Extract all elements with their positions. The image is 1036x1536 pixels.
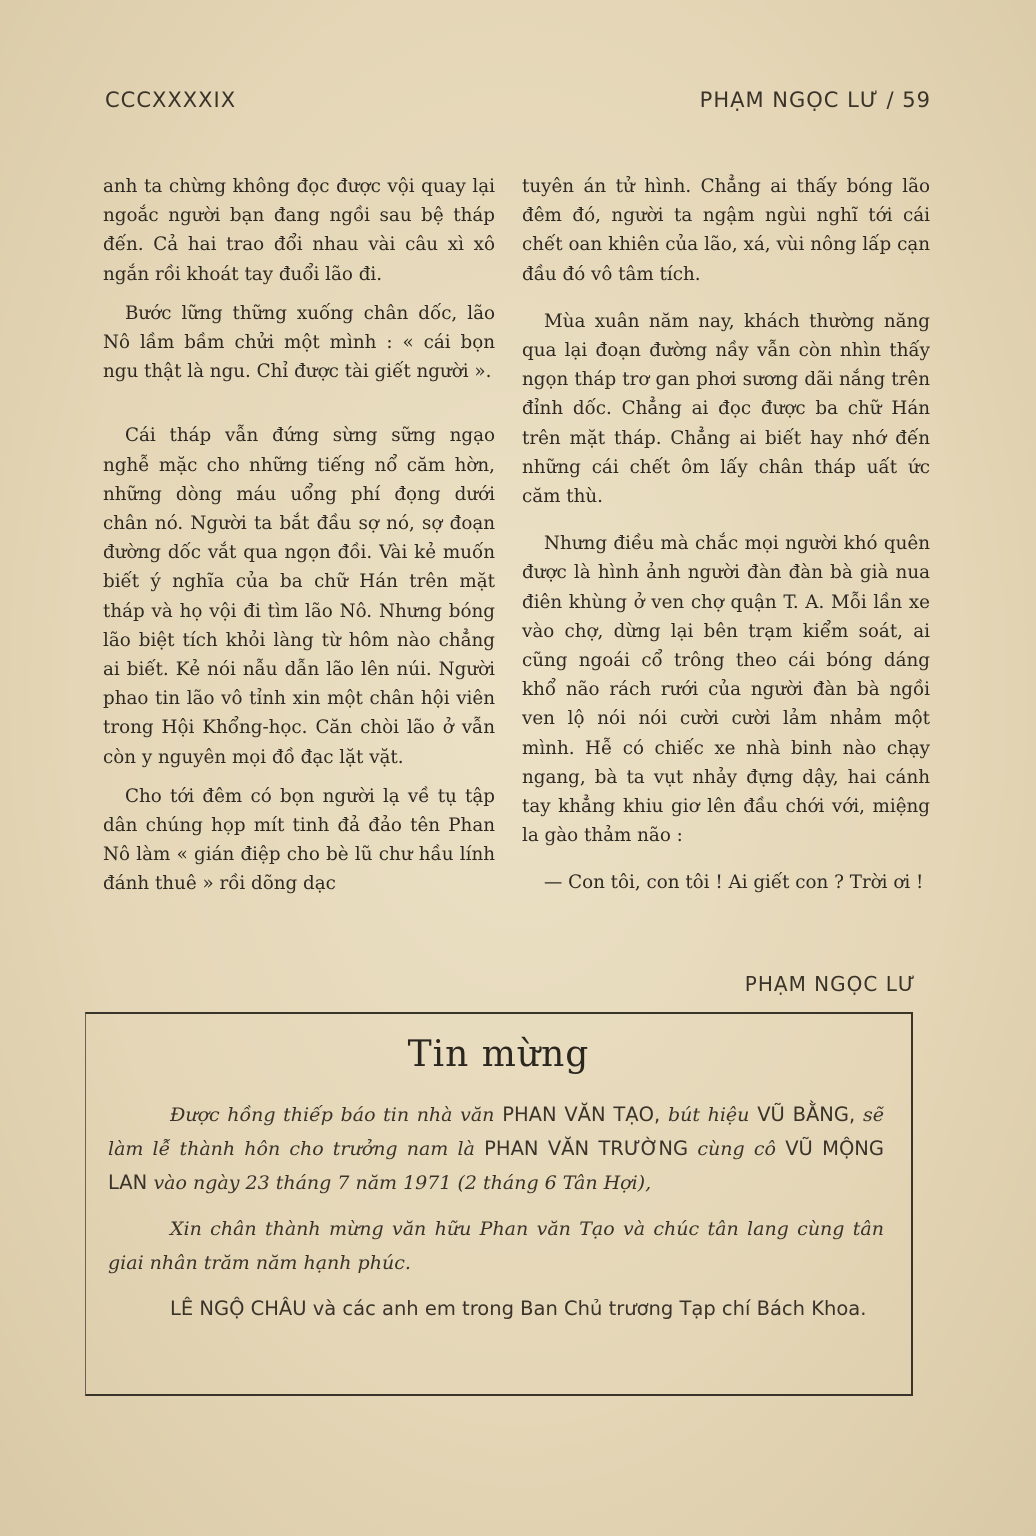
paragraph: Cái tháp vẫn đứng sừng sững ngạo nghễ mặc cho những tiếng nổ căm hờn, những dòng máu uổng phí đọng dưới chân nó. Người ta bắt đầu sợ nó, sợ đoạn đường dốc vắt qua ngọn đồi. Vài kẻ muốn biết ý nghĩa của ba chữ Hán trên mặt tháp và họ vội đi tìm lão Nô. Nhưng bóng lão biệt tích khỏi làng từ hôm nào chẳng ai biết. Kẻ nói nẫu dẫn lão lên núi. Người phao tin lão vô tỉnh xin một chân hội viên trong Hội Khổng-học. Căn chòi lão ở vẫn còn y nguyên mọi đồ đạc lặt vặt. — [103, 425, 495, 768]
author-signature: PHẠM NGỌC LƯ — [744, 972, 916, 996]
announcement-paragraph: LÊ NGỘ CHÂU và các anh em trong Ban Chủ trương Tạp chí Bách Khoa. — [170, 1297, 867, 1320]
announcement-paragraph: Xin chân thành mừng văn hữu Phan văn Tạo và chúc tân lang cùng tân giai nhân trăm năm hạnh phúc. — [108, 1218, 884, 1274]
announcement-body — [108, 1098, 884, 1325]
announcement-title: Tin mừng — [407, 1034, 590, 1075]
paragraph: Mùa xuân năm nay, khách thường năng qua lại đoạn đường nầy vẫn còn nhìn thấy ngọn tháp trơ gan phơi sương dãi nắng trên đỉnh dốc. Chẳng ai đọc được ba chữ Hán trên mặt tháp. Chẳng ai biết hay nhớ đến những cái chết ôm lấy chân tháp uất ức căm thù. — [522, 310, 930, 508]
paragraph: — Con tôi, con tôi ! Ai giết con ? Trời ơi ! — [544, 872, 924, 894]
paragraph: anh ta chừng không đọc được vội quay lại ngoắc người bạn đang ngồi sau bệ tháp đến. Cả hai trao đổi nhau vài câu xì xô ngắn rồi khoát tay đuổi lão đi. — [103, 176, 495, 285]
paragraph: Nhưng điều mà chắc mọi người khó quên được là hình ảnh người đàn đàn bà già nua điên khùng ở ven chợ quận T. A. Mỗi lần xe vào chợ, dừng lại bên trạm kiểm soát, ai cũng ngoái cổ trông theo cái bóng dáng khổ não rách rưới của người đàn bà ngồi ven lộ nói nói cười cười lảm nhảm một mình. Hễ có chiếc xe nhà binh nào chạy ngang, bà ta vụt nhảy đựng dậy, hai cánh tay khẳng khiu giơ lên đầu chới với, miệng la gào thảm não : — [522, 533, 930, 847]
paragraph: Cho tới đêm có bọn người lạ về tụ tập dân chúng họp mít tinh đả đảo tên Phan Nô làm « gián điệp cho bè lũ chư hầu lính đánh thuê » rồi dõng dạc — [103, 785, 495, 895]
page-header — [105, 88, 931, 118]
paragraph: tuyên án tử hình. Chẳng ai thấy bóng lão đêm đó, người ta ngậm ngùi nghĩ tới cái chết oan khiên của lão, xá, vùi nông lấp cạn đầu đó vô tâm tích. — [522, 176, 930, 285]
announcement-box — [85, 1012, 913, 1396]
paragraph: Bước lững thững xuống chân dốc, lão Nô lầm bầm chửi một mình : « cái bọn ngu thật là ngu. Chỉ được tài giết người ». — [103, 302, 495, 383]
issue-number: CCCXXXXIX — [105, 88, 237, 112]
right-column — [522, 172, 930, 898]
left-column — [103, 172, 495, 899]
announcement-paragraph: Được hồng thiếp báo tin nhà văn PHAN VĂN TẠO, bút hiệu VŨ BẰNG, sẽ làm lễ thành hôn cho trưởng nam là PHAN VĂN TRƯỜNG cùng cô VŨ MỘNG LAN vào ngày 23 tháng 7 năm 1971 (2 tháng 6 Tân Hợi), — [108, 1103, 885, 1194]
author-page-number: PHẠM NGỌC LƯ / 59 — [699, 88, 931, 112]
